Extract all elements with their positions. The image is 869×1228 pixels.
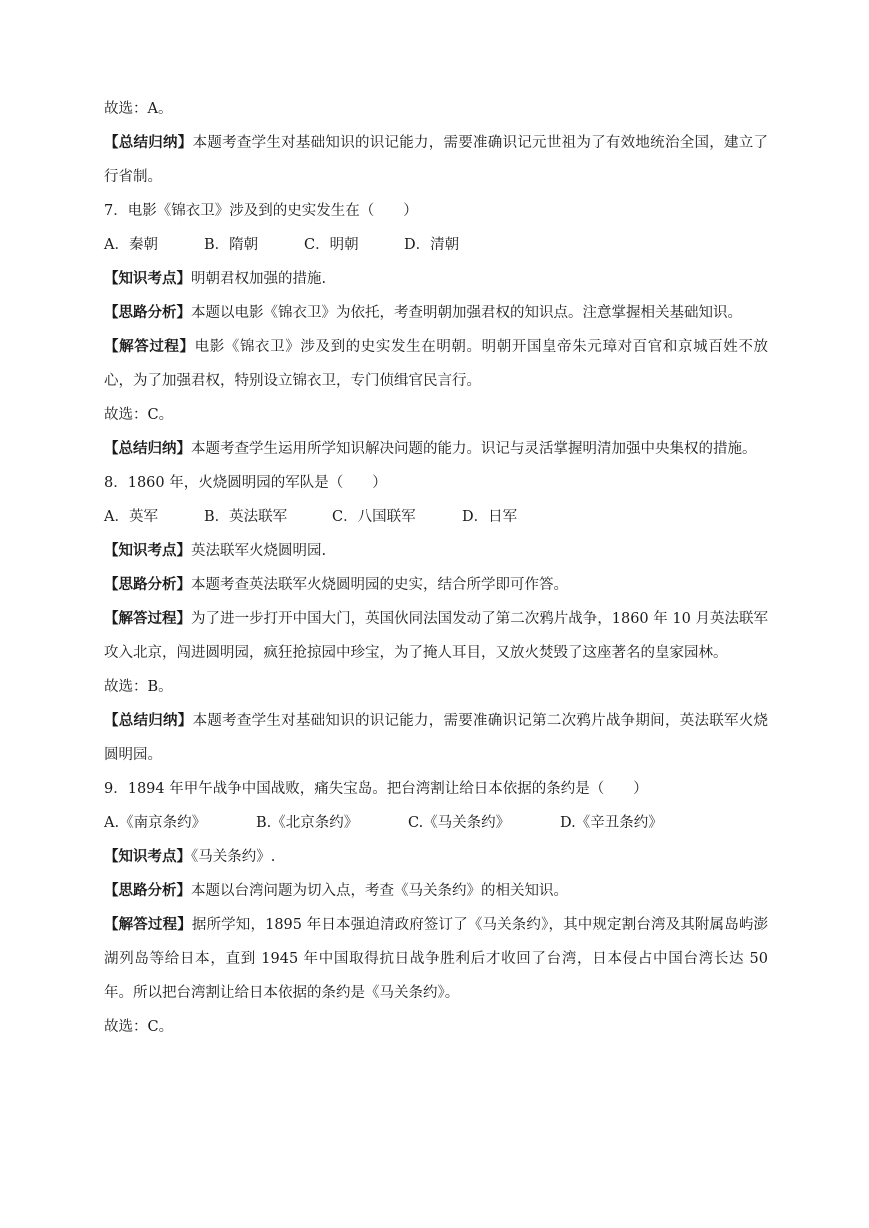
option-c: C.《马关条约》 (408, 815, 511, 831)
section-text: 本题考查学生对基础知识的识记能力，需要准确识记第二次鸦片战争期间，英法联军火烧圆明园。 (104, 713, 769, 763)
answer-selection: 故选：C。 (104, 1019, 174, 1035)
question-8: 8．1860 年，火烧圆明园的军队是（ ） (104, 475, 387, 491)
knowledge-point (104, 534, 768, 568)
section-text: 《马关条约》. (191, 849, 276, 865)
section-tag: 【知识考点】 (104, 542, 191, 559)
summary-paragraph (104, 704, 768, 772)
option-b: B．隋朝 (204, 237, 259, 253)
solution-process (104, 602, 768, 670)
section-text: 英法联军火烧圆明园. (191, 543, 327, 559)
analysis (104, 568, 768, 602)
analysis (104, 296, 768, 330)
knowledge-point (104, 840, 768, 874)
summary-paragraph (104, 432, 768, 466)
question-8-options (104, 500, 768, 534)
section-tag: 【解答过程】 (104, 338, 195, 355)
option-d: D．清朝 (404, 237, 460, 253)
option-c: C．明朝 (304, 237, 359, 253)
option-d: D．日军 (462, 509, 518, 525)
question-9-options (104, 806, 768, 840)
section-text: 本题考查英法联军火烧圆明园的史实，结合所学即可作答。 (191, 577, 568, 593)
section-text: 明朝君权加强的措施. (191, 271, 327, 287)
section-tag: 【总结归纳】 (104, 712, 193, 729)
answer-selection: 故选：A。 (104, 101, 173, 117)
option-b: B．英法联军 (204, 509, 288, 525)
section-tag: 【解答过程】 (104, 610, 192, 627)
answer-selection: 故选：C。 (104, 407, 174, 423)
section-text: 电影《锦衣卫》涉及到的史实发生在明朝。明朝开国皇帝朱元璋对百官和京城百姓不放心，为了加强君权，特别设立锦衣卫，专门侦缉官民言行。 (104, 339, 769, 389)
analysis (104, 874, 768, 908)
section-tag: 【知识考点】 (104, 848, 191, 865)
section-tag: 【解答过程】 (104, 916, 192, 933)
section-text: 为了进一步打开中国大门，英国伙同法国发动了第二次鸦片战争，1860 年 10 月英法联军攻入北京，闯进圆明园，疯狂抢掠园中珍宝，为了掩人耳目，又放火焚毁了这座著名的皇家园林。 (104, 611, 768, 661)
solution-process (104, 908, 768, 1010)
document-page (104, 92, 768, 1044)
answer-selection: 故选：B。 (104, 679, 173, 695)
option-c: C．八国联军 (332, 509, 416, 525)
section-tag: 【思路分析】 (104, 882, 191, 899)
question-7: 7．电影《锦衣卫》涉及到的史实发生在（ ） (104, 203, 418, 219)
summary-paragraph (104, 126, 768, 194)
section-tag: 【思路分析】 (104, 576, 191, 593)
section-text: 据所学知，1895 年日本强迫清政府签订了《马关条约》，其中规定割台湾及其附属岛屿澎湖列岛等给日本，直到 1945 年中国取得抗日战争胜利后才收回了台湾，日本侵占中国台湾长达 50 年。所以把台湾割让给日本依据的条约是《马关条约》。 (104, 917, 768, 1001)
section-text: 本题以台湾问题为切入点，考查《马关条约》的相关知识。 (191, 883, 568, 899)
option-a: A．英军 (104, 509, 158, 525)
section-text: 本题考查学生运用所学知识解决问题的能力。识记与灵活掌握明清加强中央集权的措施。 (191, 441, 757, 457)
option-d: D.《辛丑条约》 (560, 815, 663, 831)
option-a: A.《南京条约》 (104, 815, 207, 831)
section-tag: 【总结归纳】 (104, 134, 193, 151)
section-text: 本题以电影《锦衣卫》为依托，考查明朝加强君权的知识点。注意掌握相关基础知识。 (191, 305, 742, 321)
solution-process (104, 330, 768, 398)
section-tag: 【知识考点】 (104, 270, 191, 287)
section-tag: 【思路分析】 (104, 304, 191, 321)
knowledge-point (104, 262, 768, 296)
option-a: A．秦朝 (104, 237, 158, 253)
section-tag: 【总结归纳】 (104, 440, 191, 457)
option-b: B.《北京条约》 (256, 815, 359, 831)
question-7-options (104, 228, 768, 262)
section-text: 本题考查学生对基础知识的识记能力，需要准确识记元世祖为了有效地统治全国，建立了行省制。 (104, 135, 769, 185)
question-9: 9．1894 年甲午战争中国战败，痛失宝岛。把台湾割让给日本依据的条约是（ ） (104, 781, 648, 797)
